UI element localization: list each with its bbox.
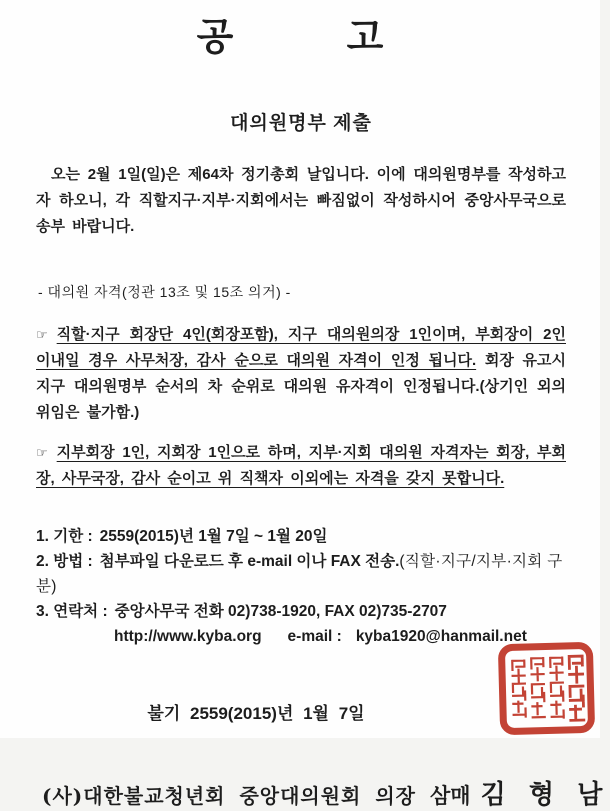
detail-value: 2559(2015)년 1월 7일 ~ 1월 20일 [99, 527, 328, 545]
detail-note: (직할·지구/지부·지회 구분) [36, 552, 563, 595]
qualification-underlined-text: 직할·지구 회장단 4인(회장포함), 지구 대의원의장 1인이며, 부회장이 2인 이내일 경우 사무처장, 감사 순으로 대의원 자격이 인정 됩니다. [36, 325, 566, 369]
detail-label: 2. 방법 : [36, 552, 93, 570]
qualification-item-branch [36, 440, 566, 492]
qualification-item-district [36, 322, 566, 426]
detail-deadline [36, 524, 566, 549]
pointing-hand-icon: ☞ [36, 326, 48, 342]
detail-value: 첨부파일 다운로드 후 e-mail 이나 FAX 전송. [99, 552, 400, 570]
qualification-heading: - 대의원 자격(정관 13조 및 15조 의거) - [38, 283, 291, 300]
details-list [36, 524, 566, 649]
document-title: 공 고 [196, 17, 386, 59]
red-seal-stamp-icon [497, 641, 596, 738]
detail-method [36, 549, 566, 599]
intro-paragraph: 오는 2월 1일(일)은 제64차 정기총회 날입니다. 이에 대의원명부를 작성하고자 하오니, 각 직할지구·지부·지회에서는 빠짐없이 작성하시어 중앙사무국으로 송부 바랍니다. [36, 165, 566, 235]
organization-title: (사)대한불교청년회 중앙대의원회 의장 [42, 783, 416, 808]
website-url: http://www.kyba.org [114, 627, 262, 645]
chairman-name: 김 형 남 [480, 778, 610, 809]
signature-line [42, 774, 610, 811]
detail-label: 1. 기한 : [36, 527, 93, 545]
qualification-underlined-text: 지부회장 1인, 지회장 1인으로 하며, 지부·지회 대의원 자격자는 회장, 부회장, 사무국장, 감사 순이고 위 직책자 이외에는 자격을 갖지 못합니다. [36, 443, 566, 487]
date-line: 불기 2559(2015)년 1월 7일 [147, 703, 365, 723]
detail-value: 중앙사무국 전화 02)738-1920, FAX 02)735-2707 [114, 602, 447, 620]
email-address: kyba1920@hanmail.net [355, 627, 527, 645]
pointing-hand-icon: ☞ [36, 444, 48, 460]
dharma-name: 삼매 [429, 784, 471, 808]
detail-label: 3. 연락처 : [36, 602, 108, 620]
email-label: e-mail : [287, 627, 342, 645]
contact-links-row [36, 624, 566, 649]
document-subtitle: 대의원명부 제출 [230, 112, 372, 134]
qualification-plain-text: 회장 유고시 지구 대의원명부 순서의 차 순위로 대의원 유자격이 인정됩니다.(상기인 외의 위임은 불가함.) [36, 351, 566, 421]
detail-contact [36, 599, 566, 624]
